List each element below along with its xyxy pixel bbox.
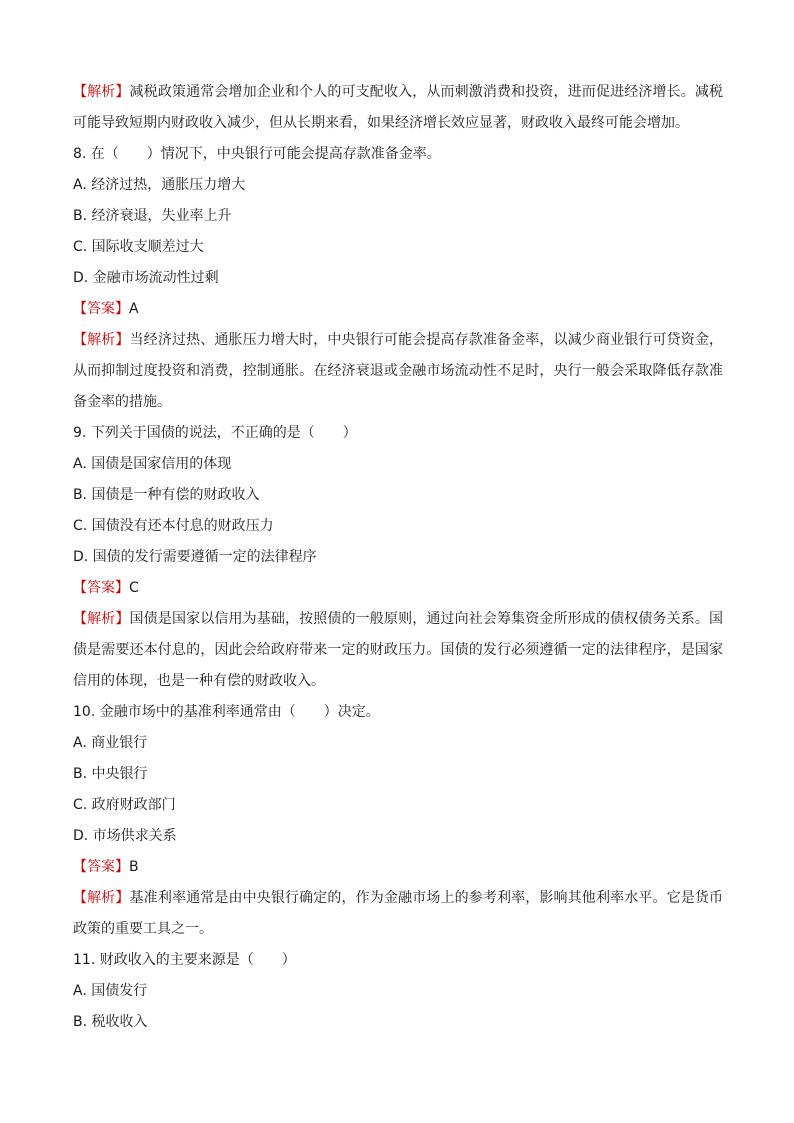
q8-option-b: B. 经济衰退，失业率上升 [73, 208, 232, 224]
q9-answer [73, 573, 723, 604]
q10-stem: 10. 金融市场中的基准利率通常由（ ）决定。 [73, 704, 380, 720]
q10-answer-value: B [129, 859, 139, 875]
q9-analysis [73, 604, 723, 697]
q9-analysis-text: 国债是国家以信用为基础，按照债的一般原则，通过向社会筹集资金所形成的债权债务关系。国债是需要还本付息的，因此会给政府带来一定的财政压力。国债的发行必须遵循一定的法律程序，是国家信用的体现，也是一种有偿的财政收入。 [73, 611, 724, 689]
q11-stem: 11. 财政收入的主要来源是（ ） [73, 952, 296, 968]
analysis-tag: 【解析】 [73, 890, 130, 906]
answer-tag: 【答案】 [73, 580, 129, 596]
q10-analysis [73, 883, 723, 945]
answer-tag: 【答案】 [73, 301, 129, 317]
q9-option-d: D. 国债的发行需要遵循一定的法律程序 [73, 549, 317, 565]
q8-analysis [73, 325, 723, 418]
q9-option-b: B. 国债是一种有偿的财政收入 [73, 487, 260, 503]
q8-analysis-text: 当经济过热、通胀压力增大时，中央银行可能会提高存款准备金率，以减少商业银行可贷资金，从而抑制过度投资和消费，控制通胀。在经济衰退或金融市场流动性不足时，央行一般会采取降低存款准备金率的措施。 [73, 332, 724, 410]
q11-option-a: A. 国债发行 [73, 983, 148, 999]
q8-option-c: C. 国际收支顺差过大 [73, 239, 204, 255]
q10-option-b: B. 中央银行 [73, 766, 148, 782]
q8-answer [73, 294, 723, 325]
q9-answer-value: C [129, 580, 139, 596]
q10-option-a: A. 商业银行 [73, 735, 148, 751]
analysis-tag: 【解析】 [73, 84, 130, 100]
document-content [73, 77, 723, 1038]
q10-option-d: D. 市场供求关系 [73, 828, 177, 844]
answer-tag: 【答案】 [73, 859, 129, 875]
q9-stem: 9. 下列关于国债的说法，不正确的是（ ） [73, 425, 357, 441]
q7-analysis-text: 减税政策通常会增加企业和个人的可支配收入，从而刺激消费和投资，进而促进经济增长。减税可能导致短期内财政收入减少，但从长期来看，如果经济增长效应显著，财政收入最终可能会增加。 [73, 84, 724, 131]
q9-option-a: A. 国债是国家信用的体现 [73, 456, 232, 472]
q10-option-c: C. 政府财政部门 [73, 797, 176, 813]
q11-option-b: B. 税收收入 [73, 1014, 148, 1030]
q10-answer [73, 852, 723, 883]
q8-stem: 8. 在（ ）情况下，中央银行可能会提高存款准备金率。 [73, 146, 441, 162]
q8-option-d: D. 金融市场流动性过剩 [73, 270, 219, 286]
q9-option-c: C. 国债没有还本付息的财政压力 [73, 518, 274, 534]
q10-analysis-text: 基准利率通常是由中央银行确定的，作为金融市场上的参考利率，影响其他利率水平。它是货币政策的重要工具之一。 [73, 890, 724, 937]
q7-analysis [73, 77, 723, 139]
q8-option-a: A. 经济过热，通胀压力增大 [73, 177, 246, 193]
q8-answer-value: A [129, 301, 139, 317]
analysis-tag: 【解析】 [73, 611, 130, 627]
analysis-tag: 【解析】 [73, 332, 130, 348]
